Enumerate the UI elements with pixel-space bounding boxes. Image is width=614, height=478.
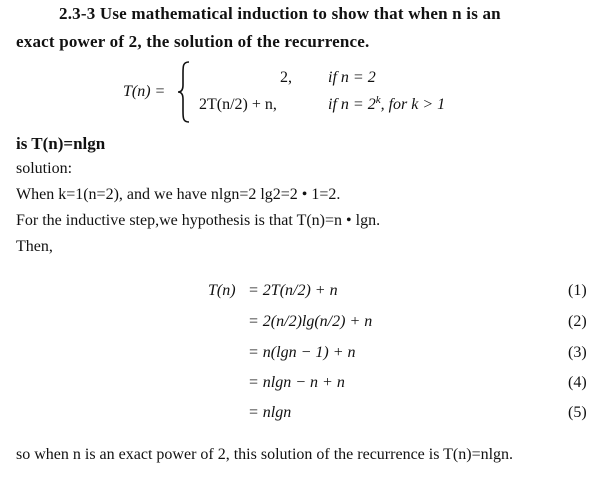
left-brace [176, 61, 192, 123]
equation-4-number: (4) [568, 374, 587, 391]
equation-3-rhs: = n(lgn − 1) + n [248, 344, 356, 361]
equation-2-rhs: = 2(n/2)lg(n/2) + n [248, 313, 373, 330]
equation-5-rhs: = nlgn [248, 404, 292, 421]
equation-1-number: (1) [568, 282, 587, 299]
case1-value: 2, [280, 69, 292, 86]
solution-label: solution: [16, 160, 73, 177]
equation-1-lhs: T(n) [208, 282, 236, 299]
problem-heading-line-1: 2.3-3 Use mathematical induction to show that when n is an [59, 4, 501, 23]
case2-condition-suffix: , for k > 1 [380, 96, 446, 113]
claim-line: is T(n)=nlgn [16, 134, 106, 153]
recurrence-lhs-text: T(n) = [123, 83, 166, 100]
equation-4-rhs: = nlgn − n + n [248, 374, 345, 391]
inductive-step-text: For the inductive step,we hypothesis is that T(n)=n • lgn. [16, 212, 381, 229]
equation-1-rhs: = 2T(n/2) + n [248, 282, 338, 299]
equation-2-number: (2) [568, 313, 587, 330]
equation-5-number: (5) [568, 404, 587, 421]
recurrence-lhs [123, 83, 165, 101]
case2-condition-prefix: if n = 2 [328, 96, 376, 113]
case2-value: 2T(n/2) + n, [199, 96, 277, 113]
case2-condition [328, 96, 445, 114]
then-text: Then, [16, 238, 53, 255]
equation-3-number: (3) [568, 344, 587, 361]
case1-condition: if n = 2 [328, 69, 376, 86]
conclusion-text: so when n is an exact power of 2, this solution of the recurrence is T(n)=nlgn. [16, 446, 514, 463]
case2-condition-exponent: k [375, 94, 381, 106]
base-case-text: When k=1(n=2), and we have nlgn=2 lg2=2 • 1=2. [16, 186, 341, 203]
problem-heading-line-2: exact power of 2, the solution of the recurrence. [16, 32, 370, 51]
